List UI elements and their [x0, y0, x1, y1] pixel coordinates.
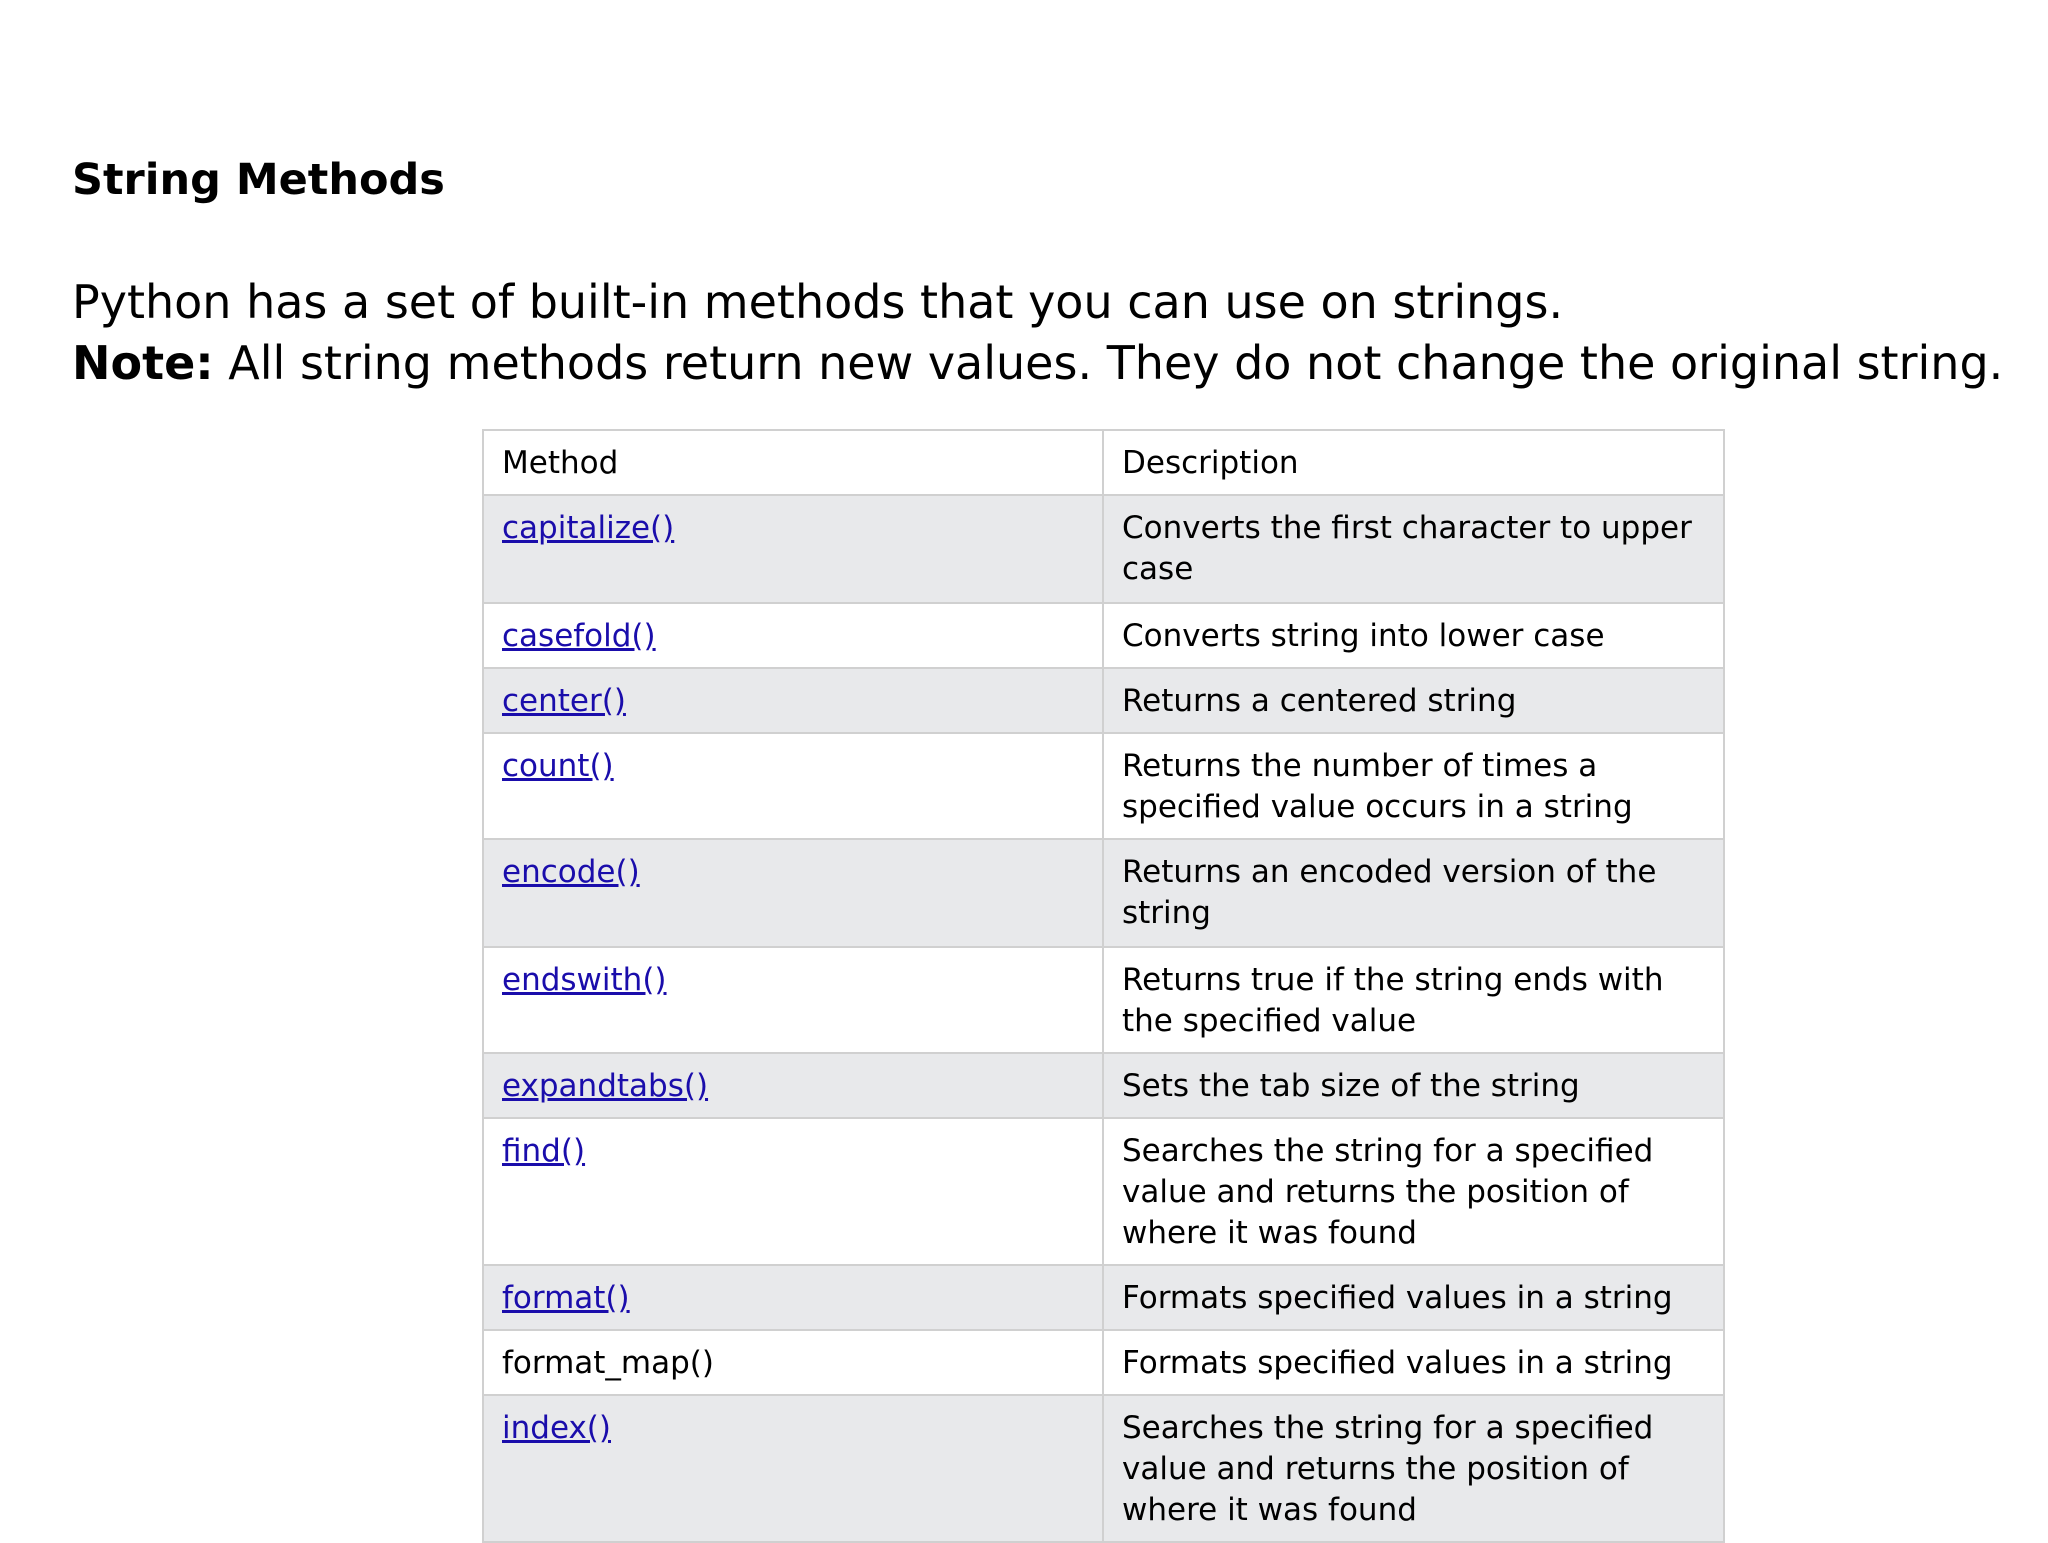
table-row [483, 1330, 1724, 1395]
string-methods-table [482, 429, 1725, 1543]
note-label: Note: [72, 336, 214, 390]
method-link[interactable]: index() [502, 1410, 611, 1446]
method-description: Searches the string for a specified value and returns the position of where it was found [1103, 1395, 1724, 1542]
method-cell [483, 839, 1103, 947]
table-row [483, 668, 1724, 733]
table-row [483, 733, 1724, 839]
table-row [483, 603, 1724, 668]
method-description: Sets the tab size of the string [1103, 1053, 1724, 1118]
intro-text [72, 272, 2003, 394]
table-row [483, 1118, 1724, 1265]
method-description: Returns a centered string [1103, 668, 1724, 733]
table-row [483, 495, 1724, 603]
method-cell [483, 1395, 1103, 1542]
table-row [483, 1053, 1724, 1118]
intro-line: Python has a set of built-in methods that you can use on strings. [72, 275, 1564, 329]
method-cell [483, 668, 1103, 733]
method-description: Converts string into lower case [1103, 603, 1724, 668]
method-link[interactable]: format() [502, 1280, 630, 1316]
method-cell [483, 1330, 1103, 1395]
table-row [483, 1395, 1724, 1542]
method-link[interactable]: expandtabs() [502, 1068, 709, 1104]
method-link[interactable]: casefold() [502, 618, 656, 654]
method-description: Converts the first character to upper case [1103, 495, 1724, 603]
table-row [483, 947, 1724, 1053]
method-cell [483, 733, 1103, 839]
method-description: Returns an encoded version of the string [1103, 839, 1724, 947]
method-link[interactable]: endswith() [502, 962, 667, 998]
method-description: Searches the string for a specified value and returns the position of where it was found [1103, 1118, 1724, 1265]
method-link[interactable]: capitalize() [502, 510, 675, 546]
method-link[interactable]: count() [502, 748, 614, 784]
note-text: All string methods return new values. They do not change the original string. [213, 336, 2004, 390]
method-link[interactable]: center() [502, 683, 626, 719]
table-row [483, 839, 1724, 947]
header-method: Method [483, 430, 1103, 495]
method-cell [483, 1053, 1103, 1118]
method-description: Returns the number of times a specified value occurs in a string [1103, 733, 1724, 839]
table-header-row [483, 430, 1724, 495]
method-name: format_map() [502, 1345, 714, 1381]
method-description: Formats specified values in a string [1103, 1330, 1724, 1395]
method-cell [483, 495, 1103, 603]
page-title: String Methods [72, 155, 445, 205]
method-cell [483, 947, 1103, 1053]
method-cell [483, 1265, 1103, 1330]
method-description: Returns true if the string ends with the specified value [1103, 947, 1724, 1053]
method-link[interactable]: encode() [502, 854, 640, 890]
table-row [483, 1265, 1724, 1330]
method-link[interactable]: find() [502, 1133, 586, 1169]
note-line [72, 333, 2003, 394]
method-description: Formats specified values in a string [1103, 1265, 1724, 1330]
method-cell [483, 1118, 1103, 1265]
method-cell [483, 603, 1103, 668]
header-description: Description [1103, 430, 1724, 495]
